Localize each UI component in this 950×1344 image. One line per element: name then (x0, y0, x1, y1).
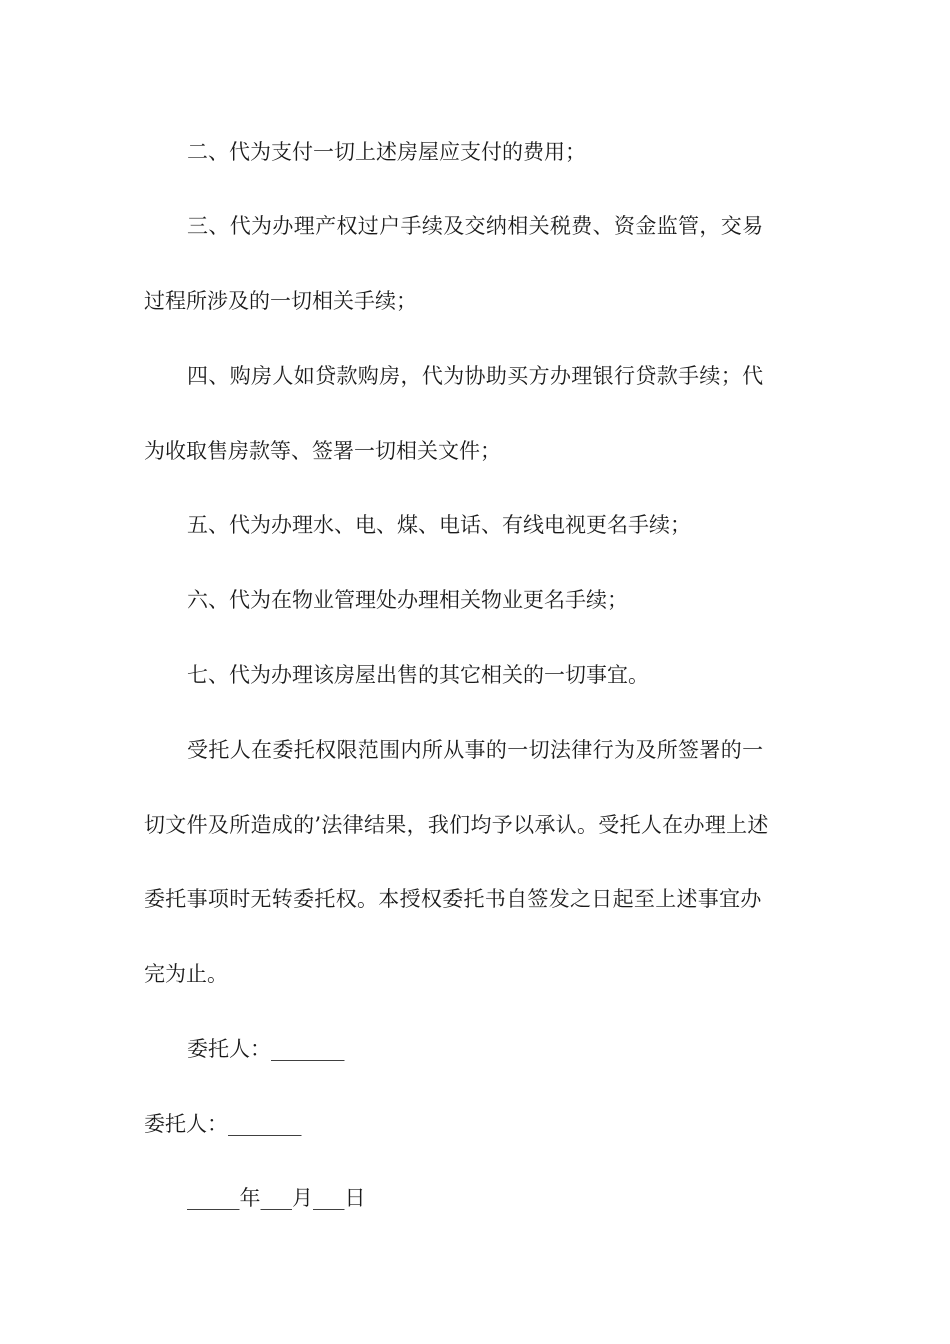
date-line: _____年___月___日 (187, 1186, 366, 1210)
clause-seven: 七、代为办理该房屋出售的其它相关的一切事宜。 (187, 663, 649, 687)
statement-line-3: 委托事项时无转委托权。本授权委托书自签发之日起至上述事宜办 (144, 887, 762, 911)
clause-four-line-1: 四、购房人如贷款购房，代为协助买方办理银行贷款手续；代 (187, 364, 764, 388)
clause-five: 五、代为办理水、电、煤、电话、有线电视更名手续； (187, 513, 691, 537)
clause-three-line-1: 三、代为办理产权过户手续及交纳相关税费、资金监管，交易 (187, 214, 764, 238)
clause-six: 六、代为在物业管理处办理相关物业更名手续； (187, 588, 628, 612)
statement-line-1: 受托人在委托权限范围内所从事的一切法律行为及所签署的一 (187, 738, 764, 762)
principal-signature-line: 委托人：_______ (187, 1037, 345, 1061)
principal-signature-line-2: 委托人：_______ (144, 1112, 302, 1136)
clause-three-line-2: 过程所涉及的一切相关手续； (144, 289, 417, 313)
statement-line-2: 切文件及所造成的’法律结果，我们均予以承认。受托人在办理上述 (144, 813, 769, 837)
clause-two: 二、代为支付一切上述房屋应支付的费用； (187, 140, 586, 164)
clause-four-line-2: 为收取售房款等、签署一切相关文件； (144, 439, 501, 463)
statement-line-4: 完为止。 (144, 962, 228, 986)
